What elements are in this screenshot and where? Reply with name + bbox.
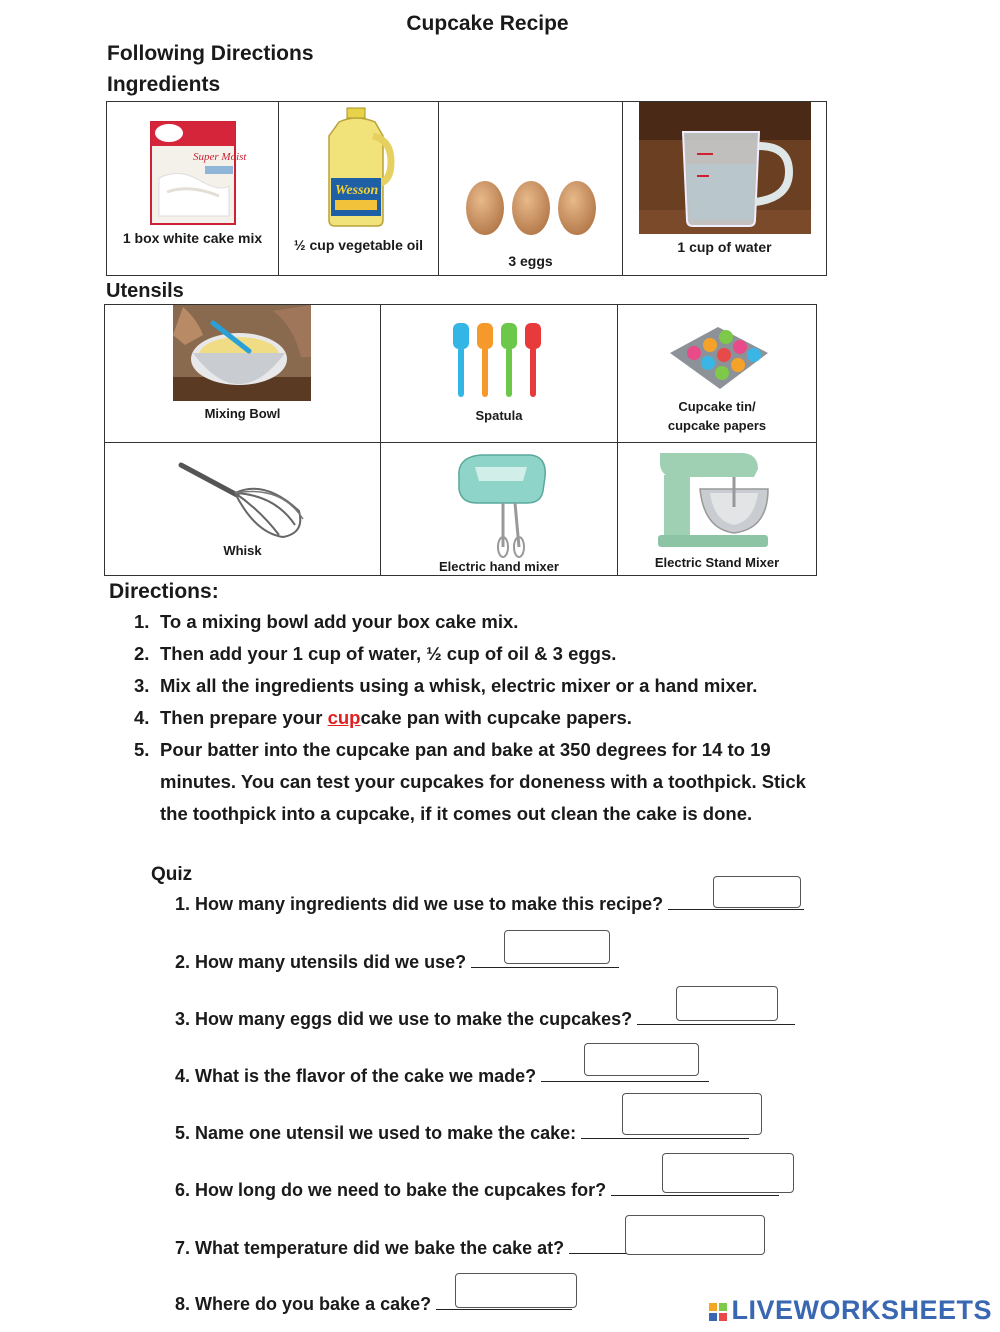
- utensils-heading: Utensils: [106, 280, 184, 302]
- quiz-question: 7. What temperature did we bake the cake at?: [175, 1236, 747, 1259]
- utensil-caption: Electric Stand Mixer: [654, 555, 780, 570]
- ingredient-caption: ½ cup vegetable oil: [293, 237, 424, 253]
- directions-list: 1. To a mixing bowl add your box cake mix. 2. Then add your 1 cup of water, ½ cup of oil & 3 eggs. 3. Mix all the ingredients using a whisk, electric mixer or a hand mixer. 4. Then prepare your cupcake pan with cupcake papers. 5. Pour batter into the cupcake pan and bake at 350 degrees for 14 to 19 minutes. You can test your cupcakes for doneness with a toothpick. Stick the toothpick into a cupcake, if it comes out clean the cake is done.: [134, 611, 806, 824]
- utensil-caption: Mixing Bowl: [204, 406, 281, 421]
- subtitle: Following Directions: [107, 42, 314, 65]
- svg-text:Super Moist: Super Moist: [193, 151, 247, 163]
- ingredient-cell: [279, 102, 439, 275]
- liveworksheets-logo-icon: [709, 1303, 727, 1321]
- oil-bottle-icon: [321, 106, 397, 230]
- utensil-cell: [105, 443, 381, 575]
- whisk-icon: [175, 459, 309, 541]
- ingredient-cell: [107, 102, 279, 275]
- ingredients-heading: Ingredients: [107, 73, 221, 96]
- liveworksheets-logo[interactable]: LIVEWORKSHEETS: [709, 1295, 992, 1326]
- answer-input-4[interactable]: [584, 1043, 699, 1076]
- utensil-cell: [105, 305, 381, 443]
- ingredient-caption: 3 eggs: [508, 253, 553, 269]
- answer-input-3[interactable]: [676, 986, 778, 1021]
- quiz-question: 3. How many eggs did we use to make the cupcakes?: [175, 1007, 795, 1030]
- answer-input-2[interactable]: [504, 930, 610, 964]
- eggs-icon: [461, 176, 601, 240]
- quiz-question: 4. What is the flavor of the cake we made?: [175, 1064, 709, 1087]
- utensil-cell: [618, 443, 816, 575]
- spatula-icon: [449, 321, 549, 399]
- directions-heading: Directions:: [109, 580, 219, 603]
- utensil-caption: Electric hand mixer: [439, 559, 559, 574]
- svg-text:Wesson: Wesson: [335, 183, 379, 198]
- quiz-question: 2. How many utensils did we use?: [175, 950, 619, 973]
- ingredient-cell: [439, 102, 623, 275]
- ingredient-caption: 1 box white cake mix: [122, 230, 263, 246]
- ingredient-caption: 1 cup of water: [677, 239, 772, 255]
- utensils-table: [104, 304, 817, 576]
- utensil-cell: [618, 305, 816, 443]
- answer-input-8[interactable]: [455, 1273, 577, 1308]
- stand-mixer-icon: [654, 447, 782, 551]
- page-title: Cupcake Recipe: [406, 12, 569, 35]
- misspelling-highlight: cup: [327, 707, 361, 728]
- quiz-heading: Quiz: [151, 864, 193, 885]
- answer-input-1[interactable]: [713, 876, 801, 908]
- answer-input-5[interactable]: [622, 1093, 762, 1135]
- ingredients-table: [106, 101, 827, 276]
- utensil-caption: Whisk: [223, 543, 262, 558]
- answer-input-7[interactable]: [625, 1215, 765, 1255]
- utensil-caption-line2: cupcake papers: [667, 418, 767, 433]
- mixing-bowl-icon: [173, 305, 311, 401]
- measuring-cup-icon: [639, 102, 811, 234]
- quiz-question: 6. How long do we need to bake the cupcakes for?: [175, 1178, 779, 1201]
- quiz-question: 1. How many ingredients did we use to make this recipe?: [175, 892, 804, 915]
- hand-mixer-icon: [451, 447, 551, 559]
- cake-mix-box-icon: [149, 120, 247, 226]
- utensil-cell: [381, 443, 618, 575]
- utensil-caption: Spatula: [475, 408, 523, 423]
- utensil-caption: Cupcake tin/: [678, 399, 756, 414]
- cupcake-tin-icon: [664, 323, 772, 393]
- utensil-cell: [381, 305, 618, 443]
- answer-input-6[interactable]: [662, 1153, 794, 1193]
- quiz-question: 5. Name one utensil we used to make the cake:: [175, 1121, 749, 1144]
- ingredient-cell: [623, 102, 826, 275]
- quiz-question: 8. Where do you bake a cake?: [175, 1292, 572, 1315]
